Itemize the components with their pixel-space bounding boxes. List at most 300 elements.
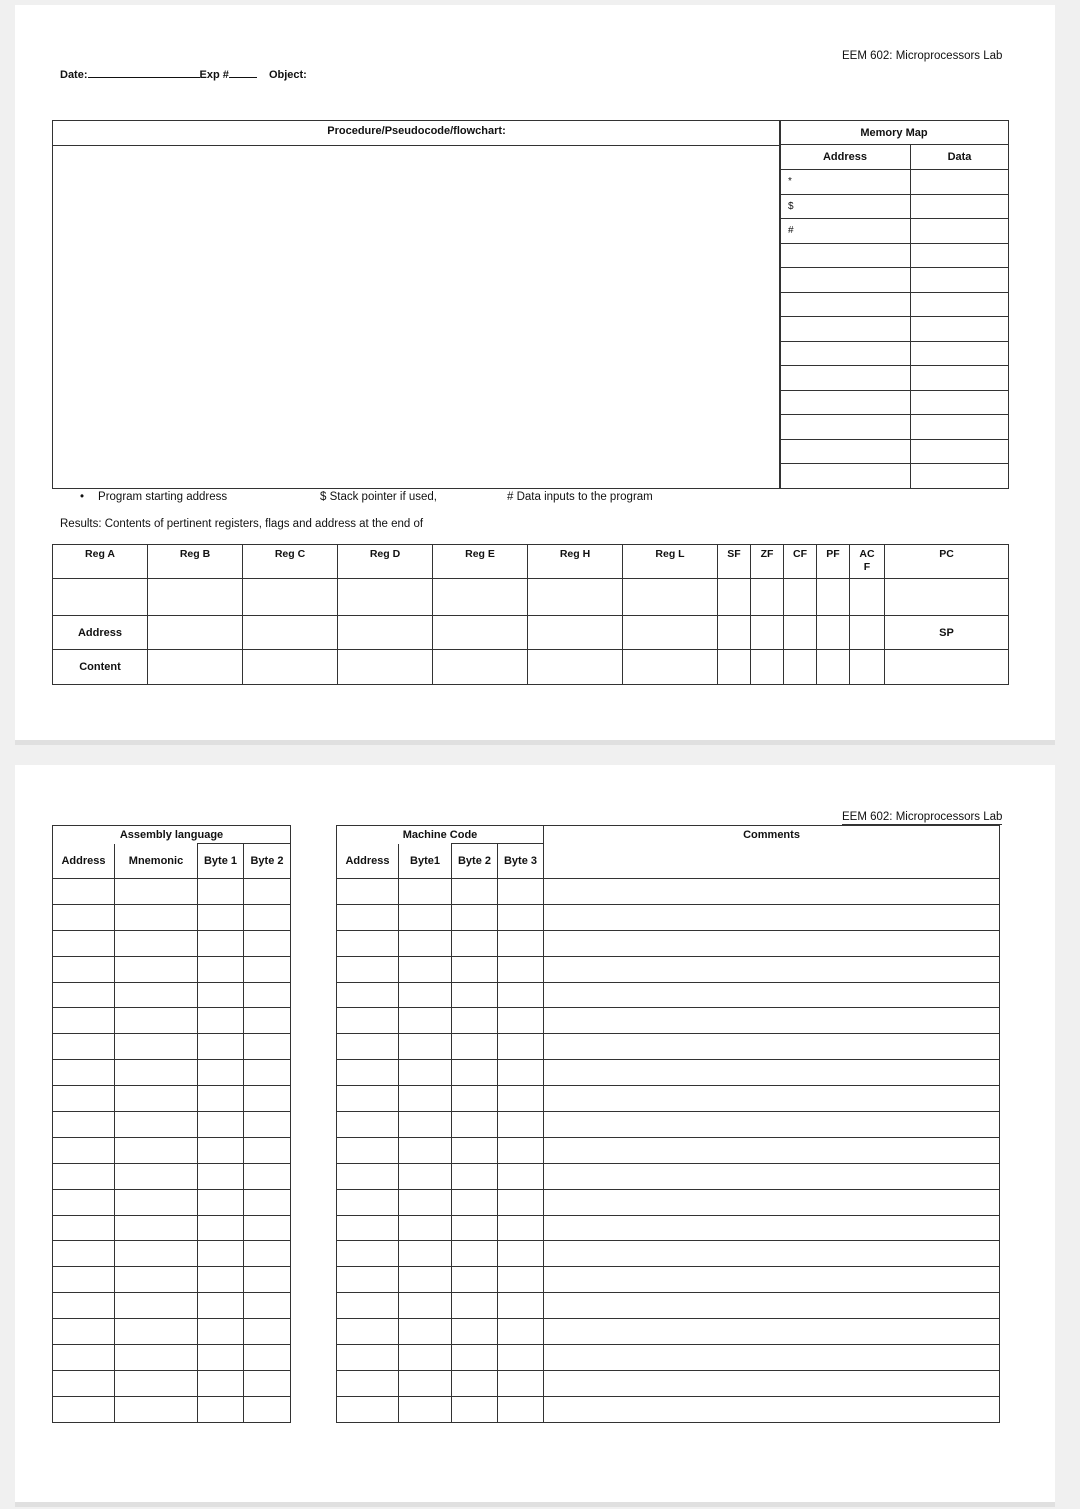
machine-code-cell[interactable]	[498, 1008, 544, 1034]
machine-code-cell[interactable]	[452, 956, 498, 982]
machine-code-row	[337, 1319, 1000, 1345]
memory-map-data-cell[interactable]	[911, 292, 1009, 317]
results-value-cell[interactable]	[243, 579, 338, 616]
assembly-cell[interactable]	[53, 1189, 115, 1215]
assembly-mnemonic-header: Mnemonic	[115, 844, 198, 879]
machine-code-row	[337, 1370, 1000, 1396]
assembly-cell[interactable]	[53, 1034, 115, 1060]
results-memory-cell[interactable]	[718, 616, 751, 650]
machine-code-cell[interactable]	[337, 1034, 399, 1060]
memory-map-data-cell[interactable]	[911, 268, 1009, 293]
comments-cell[interactable]	[544, 1163, 1000, 1189]
machine-code-cell[interactable]	[399, 982, 452, 1008]
comments-cell[interactable]	[544, 1370, 1000, 1396]
results-memory-cell[interactable]	[528, 616, 623, 650]
procedure-box[interactable]	[52, 120, 781, 489]
assembly-cell[interactable]	[53, 1293, 115, 1319]
memory-map-address-cell[interactable]	[780, 439, 911, 464]
machine-code-cell[interactable]	[452, 1163, 498, 1189]
machine-code-cell[interactable]	[337, 904, 399, 930]
machine-code-table	[336, 825, 1000, 1423]
assembly-cell[interactable]	[244, 1319, 291, 1345]
machine-code-cell[interactable]	[498, 1060, 544, 1086]
machine-code-cell[interactable]	[399, 1163, 452, 1189]
assembly-cell[interactable]	[244, 930, 291, 956]
machine-byte2-header: Byte 2	[452, 844, 498, 879]
results-value-cell[interactable]	[528, 579, 623, 616]
results-value-cell[interactable]	[53, 579, 148, 616]
machine-code-cell[interactable]	[452, 1345, 498, 1371]
assembly-cell[interactable]	[198, 956, 244, 982]
memory-map-address-cell[interactable]	[780, 292, 911, 317]
results-memory-cell[interactable]	[751, 616, 784, 650]
machine-code-cell[interactable]	[498, 1396, 544, 1422]
assembly-cell[interactable]	[115, 1396, 198, 1422]
machine-code-cell[interactable]	[498, 1241, 544, 1267]
comments-cell[interactable]	[544, 1034, 1000, 1060]
machine-code-cell[interactable]	[498, 1112, 544, 1138]
assembly-cell[interactable]	[53, 982, 115, 1008]
machine-code-cell[interactable]	[452, 1060, 498, 1086]
results-memory-cell[interactable]	[784, 616, 817, 650]
exp-field[interactable]	[229, 67, 257, 78]
machine-code-cell[interactable]	[337, 1060, 399, 1086]
comments-title: Comments	[544, 826, 1000, 844]
machine-code-cell[interactable]	[452, 1241, 498, 1267]
assembly-cell[interactable]	[244, 1060, 291, 1086]
machine-code-row	[337, 904, 1000, 930]
assembly-cell[interactable]	[53, 956, 115, 982]
results-memory-cell[interactable]	[850, 650, 885, 685]
results-memory-cell[interactable]	[623, 616, 718, 650]
results-memory-cell[interactable]	[433, 616, 528, 650]
memory-map-address-cell[interactable]	[780, 366, 911, 391]
assembly-cell[interactable]	[115, 1112, 198, 1138]
memory-map-address-cell[interactable]	[780, 268, 911, 293]
comments-cell[interactable]	[544, 1241, 1000, 1267]
assembly-row	[53, 1319, 291, 1345]
comments-cell[interactable]	[544, 1008, 1000, 1034]
machine-code-cell[interactable]	[498, 1189, 544, 1215]
assembly-cell[interactable]	[244, 1396, 291, 1422]
assembly-cell[interactable]	[198, 1086, 244, 1112]
assembly-cell[interactable]	[244, 1370, 291, 1396]
assembly-cell[interactable]	[198, 1267, 244, 1293]
machine-code-cell[interactable]	[498, 1163, 544, 1189]
memory-map-data-cell[interactable]	[911, 390, 1009, 415]
comments-header-space	[544, 844, 1000, 879]
machine-code-row	[337, 1241, 1000, 1267]
memory-map-address-cell[interactable]	[780, 341, 911, 366]
assembly-cell[interactable]	[198, 1319, 244, 1345]
memory-map-data-cell[interactable]	[911, 170, 1009, 195]
comments-cell[interactable]	[544, 1319, 1000, 1345]
machine-code-cell[interactable]	[399, 1370, 452, 1396]
comments-cell[interactable]	[544, 930, 1000, 956]
assembly-cell[interactable]	[244, 982, 291, 1008]
results-memory-cell[interactable]	[528, 650, 623, 685]
comments-cell[interactable]	[544, 1396, 1000, 1422]
results-memory-cell[interactable]	[148, 616, 243, 650]
assembly-cell[interactable]	[244, 1112, 291, 1138]
results-value-cell[interactable]	[850, 579, 885, 616]
assembly-cell[interactable]	[244, 956, 291, 982]
assembly-cell[interactable]	[198, 1345, 244, 1371]
assembly-cell[interactable]	[115, 1370, 198, 1396]
results-value-cell[interactable]	[751, 579, 784, 616]
assembly-cell[interactable]	[198, 1137, 244, 1163]
assembly-cell[interactable]	[198, 1215, 244, 1241]
assembly-cell[interactable]	[115, 1293, 198, 1319]
assembly-cell[interactable]	[198, 982, 244, 1008]
comments-cell[interactable]	[544, 1086, 1000, 1112]
memory-map-data-cell[interactable]	[911, 219, 1009, 244]
machine-code-cell[interactable]	[452, 1215, 498, 1241]
assembly-cell[interactable]	[115, 982, 198, 1008]
assembly-cell[interactable]	[244, 1086, 291, 1112]
results-memory-cell[interactable]	[751, 650, 784, 685]
machine-code-cell[interactable]	[498, 904, 544, 930]
assembly-cell[interactable]	[53, 1086, 115, 1112]
machine-byte1-header: Byte1	[399, 844, 452, 879]
assembly-cell[interactable]	[115, 930, 198, 956]
machine-code-cell[interactable]	[337, 982, 399, 1008]
results-memory-cell[interactable]	[338, 650, 433, 685]
assembly-row	[53, 879, 291, 905]
machine-code-cell[interactable]	[452, 1112, 498, 1138]
assembly-cell[interactable]	[198, 879, 244, 905]
comments-cell[interactable]	[544, 1293, 1000, 1319]
assembly-cell[interactable]	[53, 1370, 115, 1396]
machine-code-cell[interactable]	[498, 930, 544, 956]
results-value-cell[interactable]	[338, 579, 433, 616]
machine-code-cell[interactable]	[399, 1137, 452, 1163]
machine-code-cell[interactable]	[337, 1267, 399, 1293]
assembly-cell[interactable]	[53, 1241, 115, 1267]
assembly-cell[interactable]	[244, 1163, 291, 1189]
machine-code-cell[interactable]	[399, 1267, 452, 1293]
machine-code-cell[interactable]	[452, 1034, 498, 1060]
machine-code-cell[interactable]	[337, 1345, 399, 1371]
memory-map-data-cell[interactable]	[911, 194, 1009, 219]
assembly-cell[interactable]	[244, 1189, 291, 1215]
assembly-cell[interactable]	[115, 1008, 198, 1034]
comments-cell[interactable]	[544, 1215, 1000, 1241]
assembly-table	[52, 825, 291, 1423]
machine-code-cell[interactable]	[498, 1319, 544, 1345]
assembly-cell[interactable]	[115, 1189, 198, 1215]
assembly-row	[53, 1086, 291, 1112]
results-table	[52, 544, 1009, 685]
assembly-cell[interactable]	[115, 956, 198, 982]
memory-map-data-header: Data	[911, 145, 1009, 170]
comments-cell[interactable]	[544, 904, 1000, 930]
assembly-cell[interactable]	[198, 1034, 244, 1060]
results-memory-cell[interactable]	[148, 650, 243, 685]
machine-code-cell[interactable]	[337, 1293, 399, 1319]
machine-code-cell[interactable]	[399, 1189, 452, 1215]
comments-cell[interactable]	[544, 1137, 1000, 1163]
machine-code-cell[interactable]	[452, 1396, 498, 1422]
sp-value-cell[interactable]	[885, 650, 1009, 685]
assembly-cell[interactable]	[53, 1215, 115, 1241]
page-shadow	[15, 1502, 1055, 1507]
assembly-cell[interactable]	[198, 1008, 244, 1034]
machine-code-cell[interactable]	[452, 1008, 498, 1034]
assembly-cell[interactable]	[53, 1319, 115, 1345]
comments-cell[interactable]	[544, 982, 1000, 1008]
assembly-cell[interactable]	[53, 1267, 115, 1293]
assembly-cell[interactable]	[115, 1267, 198, 1293]
machine-code-cell[interactable]	[399, 1293, 452, 1319]
assembly-row	[53, 1008, 291, 1034]
assembly-cell[interactable]	[198, 1189, 244, 1215]
machine-code-cell[interactable]	[452, 1189, 498, 1215]
results-value-cell[interactable]	[885, 579, 1009, 616]
legend-data-inputs: # Data inputs to the program	[507, 491, 653, 503]
machine-code-cell[interactable]	[337, 1189, 399, 1215]
assembly-row	[53, 1112, 291, 1138]
assembly-cell[interactable]	[53, 904, 115, 930]
comments-cell[interactable]	[544, 956, 1000, 982]
assembly-cell[interactable]	[53, 1112, 115, 1138]
memory-map-title: Memory Map	[780, 121, 1009, 145]
memory-map-data-cell[interactable]	[911, 464, 1009, 489]
machine-code-cell[interactable]	[337, 1396, 399, 1422]
machine-code-cell[interactable]	[399, 1241, 452, 1267]
memory-map-data-cell[interactable]	[911, 415, 1009, 440]
machine-code-cell[interactable]	[337, 1241, 399, 1267]
assembly-cell[interactable]	[198, 1293, 244, 1319]
memory-map-address-cell[interactable]: *	[780, 170, 911, 195]
results-value-cell[interactable]	[148, 579, 243, 616]
machine-code-cell[interactable]	[399, 1345, 452, 1371]
memory-map-address-cell[interactable]	[780, 415, 911, 440]
assembly-cell[interactable]	[244, 1267, 291, 1293]
machine-code-cell[interactable]	[452, 1319, 498, 1345]
machine-code-cell[interactable]	[452, 879, 498, 905]
machine-code-cell[interactable]	[498, 1345, 544, 1371]
assembly-cell[interactable]	[115, 1345, 198, 1371]
machine-code-cell[interactable]	[452, 1293, 498, 1319]
memory-map-data-cell[interactable]	[911, 243, 1009, 268]
memory-map-data-cell[interactable]	[911, 317, 1009, 342]
results-value-cell[interactable]	[623, 579, 718, 616]
assembly-cell[interactable]	[244, 879, 291, 905]
machine-code-cell[interactable]	[337, 1137, 399, 1163]
machine-code-cell[interactable]	[399, 956, 452, 982]
machine-code-row	[337, 1112, 1000, 1138]
machine-code-cell[interactable]	[337, 879, 399, 905]
memory-map-row	[780, 268, 1009, 293]
assembly-cell[interactable]	[115, 879, 198, 905]
machine-code-cell[interactable]	[337, 1370, 399, 1396]
results-memory-cell[interactable]	[850, 616, 885, 650]
machine-code-cell[interactable]	[452, 930, 498, 956]
assembly-row	[53, 956, 291, 982]
assembly-cell[interactable]	[244, 1034, 291, 1060]
machine-code-row	[337, 1189, 1000, 1215]
assembly-cell[interactable]	[115, 1086, 198, 1112]
machine-code-cell[interactable]	[399, 1112, 452, 1138]
machine-code-cell[interactable]	[452, 904, 498, 930]
machine-code-cell[interactable]	[337, 1086, 399, 1112]
machine-code-cell[interactable]	[399, 1319, 452, 1345]
machine-code-title: Machine Code	[337, 826, 544, 844]
assembly-row	[53, 1163, 291, 1189]
machine-code-cell[interactable]	[498, 956, 544, 982]
machine-code-row	[337, 982, 1000, 1008]
assembly-cell[interactable]	[198, 1241, 244, 1267]
machine-code-cell[interactable]	[337, 956, 399, 982]
results-memory-cell[interactable]	[817, 650, 850, 685]
assembly-row	[53, 1137, 291, 1163]
assembly-cell[interactable]	[53, 1396, 115, 1422]
results-memory-cell[interactable]	[338, 616, 433, 650]
comments-cell[interactable]	[544, 1112, 1000, 1138]
machine-code-cell[interactable]	[399, 1086, 452, 1112]
memory-map-table	[779, 120, 1009, 489]
machine-byte3-header: Byte 3	[498, 844, 544, 879]
results-memory-cell[interactable]	[433, 650, 528, 685]
machine-code-cell[interactable]	[452, 1086, 498, 1112]
machine-code-cell[interactable]	[452, 1267, 498, 1293]
machine-code-cell[interactable]	[498, 982, 544, 1008]
machine-code-cell[interactable]	[337, 1112, 399, 1138]
results-header-cell: Reg A	[53, 545, 148, 579]
assembly-cell[interactable]	[198, 904, 244, 930]
memory-map-address-cell[interactable]	[780, 243, 911, 268]
machine-code-cell[interactable]	[452, 982, 498, 1008]
machine-code-cell[interactable]	[498, 879, 544, 905]
assembly-cell[interactable]	[115, 1241, 198, 1267]
comments-cell[interactable]	[544, 1189, 1000, 1215]
machine-code-cell[interactable]	[399, 1034, 452, 1060]
assembly-cell[interactable]	[115, 1319, 198, 1345]
results-value-cell[interactable]	[433, 579, 528, 616]
machine-code-row	[337, 1137, 1000, 1163]
results-value-cell[interactable]	[718, 579, 751, 616]
results-memory-cell[interactable]	[623, 650, 718, 685]
machine-code-cell[interactable]	[498, 1034, 544, 1060]
header-line	[60, 67, 307, 81]
assembly-cell[interactable]	[244, 904, 291, 930]
machine-code-cell[interactable]	[399, 1008, 452, 1034]
machine-code-row	[337, 930, 1000, 956]
assembly-cell[interactable]	[115, 1215, 198, 1241]
assembly-cell[interactable]	[244, 1241, 291, 1267]
page-shadow	[15, 740, 1055, 745]
memory-map-address-cell[interactable]: $	[780, 194, 911, 219]
assembly-cell[interactable]	[244, 1293, 291, 1319]
comments-cell[interactable]	[544, 879, 1000, 905]
machine-code-cell[interactable]	[337, 1008, 399, 1034]
date-field[interactable]	[88, 67, 200, 78]
assembly-cell[interactable]	[53, 1345, 115, 1371]
bullet-icon: •	[80, 491, 85, 503]
assembly-row	[53, 1396, 291, 1422]
results-memory-cell[interactable]	[243, 650, 338, 685]
legend-line	[80, 491, 227, 503]
comments-cell[interactable]	[544, 1345, 1000, 1371]
machine-code-cell[interactable]	[452, 1137, 498, 1163]
assembly-cell[interactable]	[115, 1034, 198, 1060]
machine-code-cell[interactable]	[337, 1163, 399, 1189]
assembly-cell[interactable]	[198, 1163, 244, 1189]
memory-map-data-cell[interactable]	[911, 341, 1009, 366]
machine-code-cell[interactable]	[399, 1396, 452, 1422]
results-value-cell[interactable]	[817, 579, 850, 616]
assembly-cell[interactable]	[115, 1163, 198, 1189]
machine-code-cell[interactable]	[498, 1215, 544, 1241]
memory-map-address-cell[interactable]: #	[780, 219, 911, 244]
memory-map-row	[780, 243, 1009, 268]
assembly-title: Assembly language	[53, 826, 291, 844]
memory-map-address-cell[interactable]	[780, 317, 911, 342]
assembly-cell[interactable]	[115, 904, 198, 930]
machine-code-cell[interactable]	[498, 1293, 544, 1319]
machine-code-cell[interactable]	[399, 930, 452, 956]
assembly-cell[interactable]	[244, 1345, 291, 1371]
machine-code-cell[interactable]	[498, 1370, 544, 1396]
assembly-cell[interactable]	[198, 930, 244, 956]
exp-label: Exp #	[199, 69, 229, 81]
assembly-cell[interactable]	[53, 930, 115, 956]
results-header-cell: CF	[784, 545, 817, 579]
machine-code-cell[interactable]	[498, 1137, 544, 1163]
assembly-cell[interactable]	[53, 1060, 115, 1086]
comments-cell[interactable]	[544, 1267, 1000, 1293]
memory-map-data-cell[interactable]	[911, 439, 1009, 464]
machine-code-cell[interactable]	[337, 1215, 399, 1241]
results-memory-cell[interactable]	[243, 616, 338, 650]
machine-code-cell[interactable]	[399, 879, 452, 905]
assembly-row	[53, 930, 291, 956]
assembly-cell[interactable]	[244, 1215, 291, 1241]
machine-code-cell[interactable]	[498, 1086, 544, 1112]
machine-code-cell[interactable]	[452, 1370, 498, 1396]
results-memory-cell[interactable]	[817, 616, 850, 650]
machine-code-row	[337, 1060, 1000, 1086]
comments-cell[interactable]	[544, 1060, 1000, 1086]
assembly-cell[interactable]	[53, 1163, 115, 1189]
assembly-cell[interactable]	[198, 1060, 244, 1086]
assembly-cell[interactable]	[198, 1396, 244, 1422]
machine-code-cell[interactable]	[399, 1215, 452, 1241]
assembly-cell[interactable]	[244, 1137, 291, 1163]
assembly-cell[interactable]	[53, 1008, 115, 1034]
results-memory-cell[interactable]	[718, 650, 751, 685]
assembly-cell[interactable]	[198, 1370, 244, 1396]
machine-code-cell[interactable]	[399, 904, 452, 930]
assembly-cell[interactable]	[198, 1112, 244, 1138]
memory-map-address-cell[interactable]	[780, 390, 911, 415]
machine-code-cell[interactable]	[337, 930, 399, 956]
results-memory-cell[interactable]	[784, 650, 817, 685]
assembly-cell[interactable]	[115, 1137, 198, 1163]
machine-code-cell[interactable]	[498, 1267, 544, 1293]
machine-code-cell[interactable]	[337, 1319, 399, 1345]
assembly-cell[interactable]	[244, 1008, 291, 1034]
assembly-cell[interactable]	[53, 879, 115, 905]
assembly-cell[interactable]	[115, 1060, 198, 1086]
machine-address-header: Address	[337, 844, 399, 879]
assembly-cell[interactable]	[53, 1137, 115, 1163]
machine-code-cell[interactable]	[399, 1060, 452, 1086]
memory-map-address-cell[interactable]	[780, 464, 911, 489]
memory-map-data-cell[interactable]	[911, 366, 1009, 391]
results-value-cell[interactable]	[784, 579, 817, 616]
